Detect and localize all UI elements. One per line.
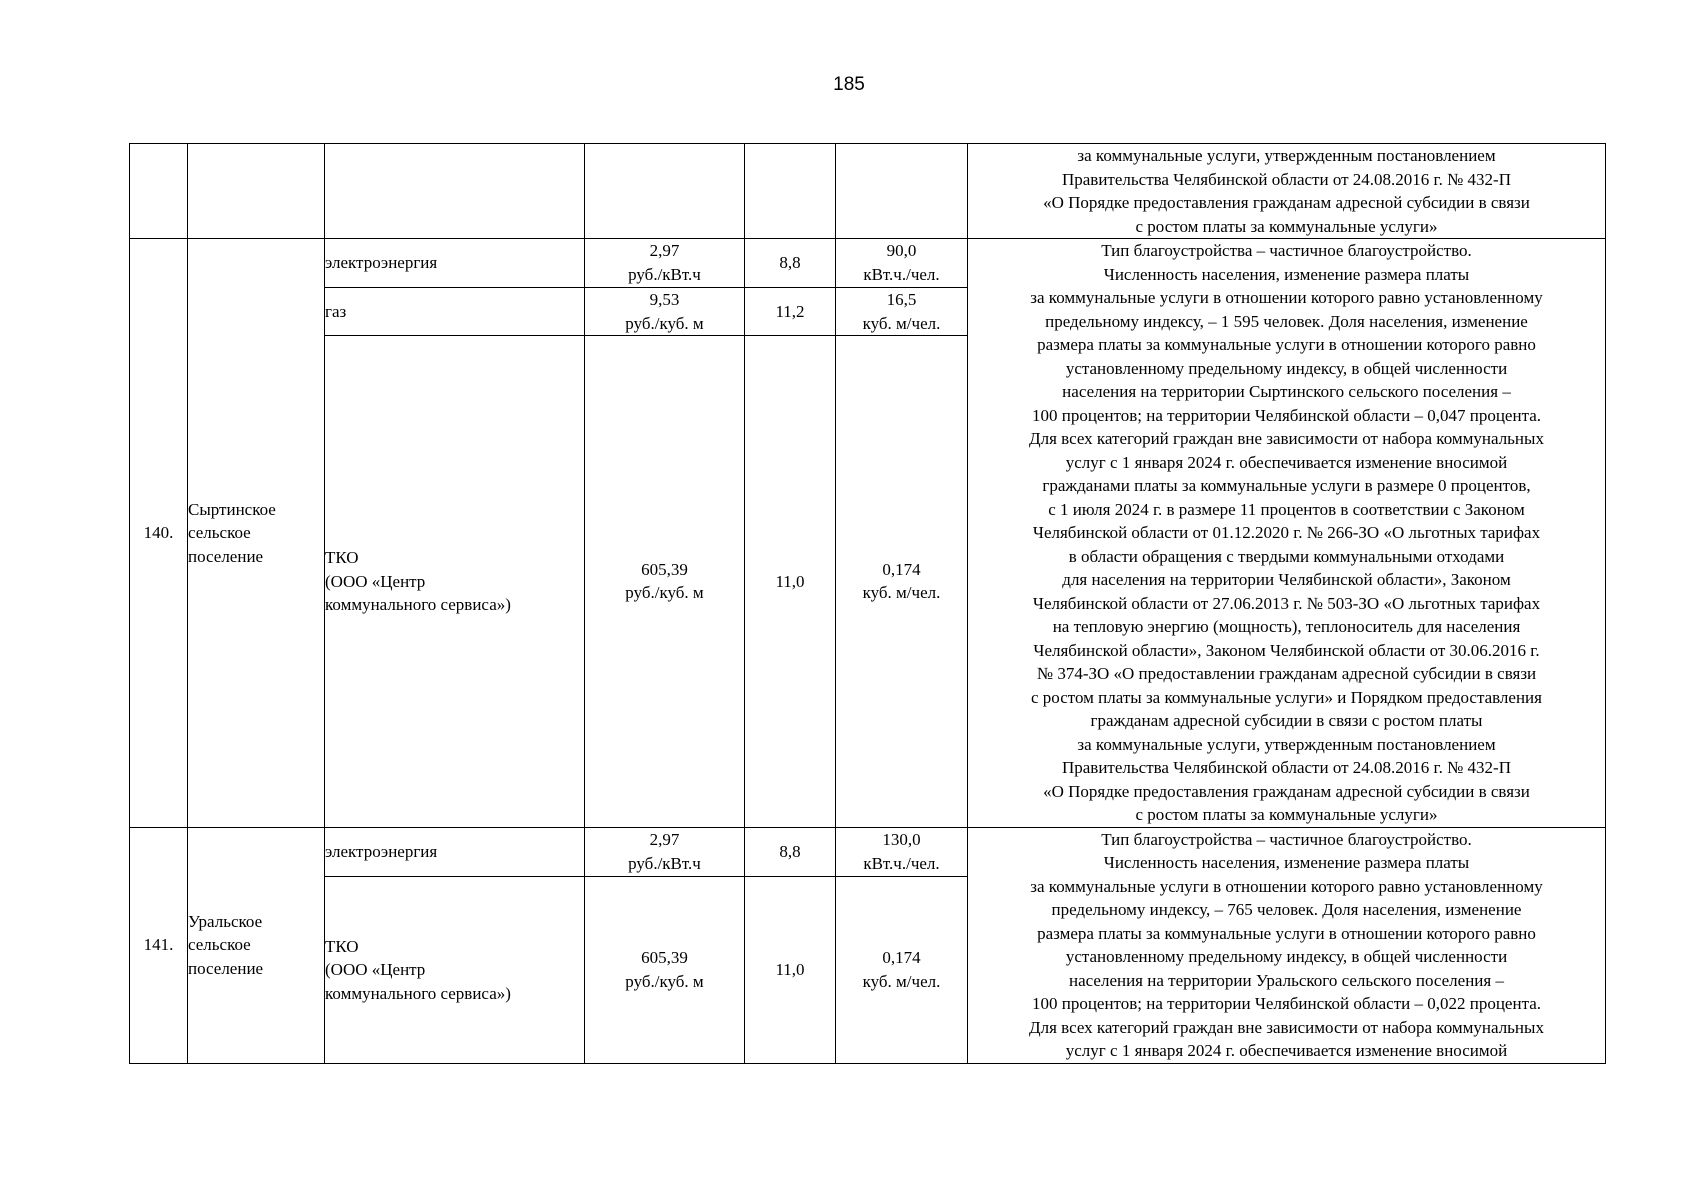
settlement-cell — [188, 144, 325, 239]
tariff-value — [585, 827, 745, 877]
description-line: за коммунальные услуги в отношении которого равно установленному — [1030, 288, 1543, 307]
description-line: с ростом платы за коммунальные услуги» — [1135, 805, 1438, 824]
description-line: № 374-ЗО «О предоставлении гражданам адресной субсидии в связи — [1036, 664, 1537, 683]
service-line: коммунального сервиса») — [325, 983, 511, 1003]
settlement-name — [188, 827, 325, 1063]
service-line: ТКО — [325, 936, 359, 956]
service-line: коммунального сервиса») — [325, 595, 511, 615]
description-line: установленному предельному индексу, в общей численности — [1065, 358, 1508, 378]
norm-line: 16,5 — [886, 290, 917, 310]
description-line: «О Порядке предоставления гражданам адресной субсидии в связи — [1043, 781, 1530, 801]
description-line: Правительства Челябинской области от 24.08.2016 г. № 432-П — [1061, 758, 1511, 777]
description-line: Численность населения, изменение размера платы — [1103, 264, 1470, 284]
table-row-continuation — [130, 144, 1606, 239]
description-line: «О Порядке предоставления гражданам адресной субсидии в связи — [1043, 193, 1530, 212]
tariff-line: руб./куб. м — [625, 583, 704, 603]
tariff-line: 605,39 — [641, 559, 688, 579]
page-number: 185 — [833, 74, 865, 95]
row-number: 141. — [130, 827, 188, 1063]
description-line: за коммунальные услуги в отношении которого равно установленному — [1030, 876, 1543, 896]
settlement-line: Сыртинское — [188, 499, 276, 519]
description-line: Челябинской области от 01.12.2020 г. № 266-ЗО «О льготных тарифах — [1032, 523, 1541, 542]
service-cell — [325, 144, 585, 239]
service-name — [325, 287, 585, 336]
tariff-line: 2,97 — [649, 241, 680, 261]
service-line: (ООО «Центр — [325, 960, 426, 980]
index-value: 11,0 — [745, 336, 836, 827]
norm-line: куб. м/чел. — [862, 313, 941, 333]
service-line: (ООО «Центр — [325, 571, 426, 591]
description-line: Для всех категорий граждан вне зависимости от набора коммунальных — [1029, 429, 1544, 448]
service-name — [325, 877, 585, 1063]
tariff-line: руб./куб. м — [625, 971, 704, 991]
description-line: с ростом платы за коммунальные услуги» — [1135, 216, 1438, 236]
settlement-line: сельское — [188, 935, 251, 955]
tariff-cell — [585, 144, 745, 239]
tariff-line: руб./кВт.ч — [628, 853, 701, 873]
norm-line: 130,0 — [882, 830, 921, 850]
description-line: на тепловую энергию (мощность), теплоноситель для населения — [1052, 617, 1521, 636]
description-line: для населения на территории Челябинской области», Законом — [1062, 570, 1511, 589]
description-line: Правительства Челябинской области от 24.08.2016 г. № 432-П — [1061, 169, 1511, 189]
norm-value — [836, 336, 968, 827]
settlement-name — [188, 239, 325, 828]
service-name — [325, 827, 585, 877]
norm-value — [836, 239, 968, 288]
tariff-line: руб./куб. м — [625, 313, 704, 333]
settlement-line: сельское — [188, 523, 251, 542]
description-line: Тип благоустройства – частичное благоустройство. — [1101, 241, 1472, 260]
description-line: размера платы за коммунальные услуги в отношении которого равно — [1037, 335, 1536, 354]
norm-cell — [836, 144, 968, 239]
norm-value — [836, 877, 968, 1063]
description-line: Численность населения, изменение размера платы — [1103, 853, 1470, 872]
index-value: 8,8 — [745, 827, 836, 877]
description-line: в области обращения с твердыми коммунальными отходами — [1068, 546, 1505, 566]
description-cell — [968, 239, 1606, 828]
settlement-line: Уральское — [188, 911, 263, 931]
description-line: 100 процентов; на территории Челябинской области – 0,047 процента. — [1031, 405, 1542, 425]
settlement-line: поселение — [188, 958, 264, 978]
description-line: услуг с 1 января 2024 г. обеспечивается изменение вносимой — [1065, 1041, 1508, 1060]
norm-line: кВт.ч./чел. — [863, 853, 940, 873]
description-line: установленному предельному индексу, в общей численности — [1065, 947, 1508, 966]
norm-line: куб. м/чел. — [862, 971, 941, 991]
description-line: за коммунальные услуги, утвержденным постановлением — [1077, 734, 1496, 754]
norm-line: 0,174 — [882, 948, 921, 968]
description-line: услуг с 1 января 2024 г. обеспечивается изменение вносимой — [1065, 452, 1508, 472]
tariff-line: 9,53 — [649, 290, 680, 310]
description-line: гражданам адресной субсидии в связи с ростом платы — [1090, 711, 1483, 730]
description-cell — [968, 144, 1606, 239]
description-line: Для всех категорий граждан вне зависимости от набора коммунальных — [1029, 1017, 1544, 1037]
tariff-value — [585, 336, 745, 827]
description-line: размера платы за коммунальные услуги в отношении которого равно — [1037, 923, 1536, 943]
description-line: с 1 июля 2024 г. в размере 11 процентов в соответствии с Законом — [1048, 499, 1525, 519]
description-line: предельному индексу, – 765 человек. Доля населения, изменение — [1051, 900, 1522, 919]
norm-value — [836, 287, 968, 336]
row-number: 140. — [130, 239, 188, 828]
service-line: электроэнергия — [325, 253, 438, 273]
table-row — [130, 827, 1606, 877]
table-row — [130, 239, 1606, 288]
tariff-line: 605,39 — [641, 948, 688, 968]
service-name — [325, 336, 585, 827]
norm-line: 0,174 — [882, 559, 921, 579]
tariff-value — [585, 287, 745, 336]
description-cell — [968, 827, 1606, 1063]
settlement-line: поселение — [188, 546, 264, 566]
description-line: с ростом платы за коммунальные услуги» и Порядком предоставления — [1031, 687, 1542, 707]
description-line: Челябинской области от 27.06.2013 г. № 503-ЗО «О льготных тарифах — [1032, 593, 1541, 613]
norm-line: кВт.ч./чел. — [863, 264, 940, 284]
description-line: предельному индексу, – 1 595 человек. Доля населения, изменение — [1045, 311, 1528, 331]
description-line: населения на территории Сыртинского сельского поселения – — [1062, 382, 1511, 401]
description-line: Челябинской области», Законом Челябинской области от 30.06.2016 г. — [1033, 640, 1540, 660]
index-value: 8,8 — [745, 239, 836, 288]
tariff-value — [585, 239, 745, 288]
tariff-value — [585, 877, 745, 1063]
description-line: 100 процентов; на территории Челябинской области – 0,022 процента. — [1031, 994, 1542, 1013]
description-line: населения на территории Уральского сельского поселения – — [1069, 970, 1504, 990]
index-cell — [745, 144, 836, 239]
description-line: за коммунальные услуги, утвержденным постановлением — [1077, 146, 1496, 165]
tariff-table — [129, 143, 1606, 1064]
index-value: 11,0 — [745, 877, 836, 1063]
service-line: газ — [325, 301, 347, 321]
tariff-line: 2,97 — [649, 830, 680, 850]
norm-line: 90,0 — [886, 241, 917, 261]
service-line: ТКО — [325, 548, 359, 568]
number-cell — [130, 144, 188, 239]
description-line: Тип благоустройства – частичное благоустройство. — [1101, 829, 1472, 849]
norm-line: куб. м/чел. — [862, 583, 941, 603]
description-line: гражданами платы за коммунальные услуги в размере 0 процентов, — [1042, 476, 1531, 495]
service-name — [325, 239, 585, 288]
tariff-line: руб./кВт.ч — [628, 264, 701, 284]
index-value: 11,2 — [745, 287, 836, 336]
service-line: электроэнергия — [325, 842, 438, 862]
norm-value — [836, 827, 968, 877]
